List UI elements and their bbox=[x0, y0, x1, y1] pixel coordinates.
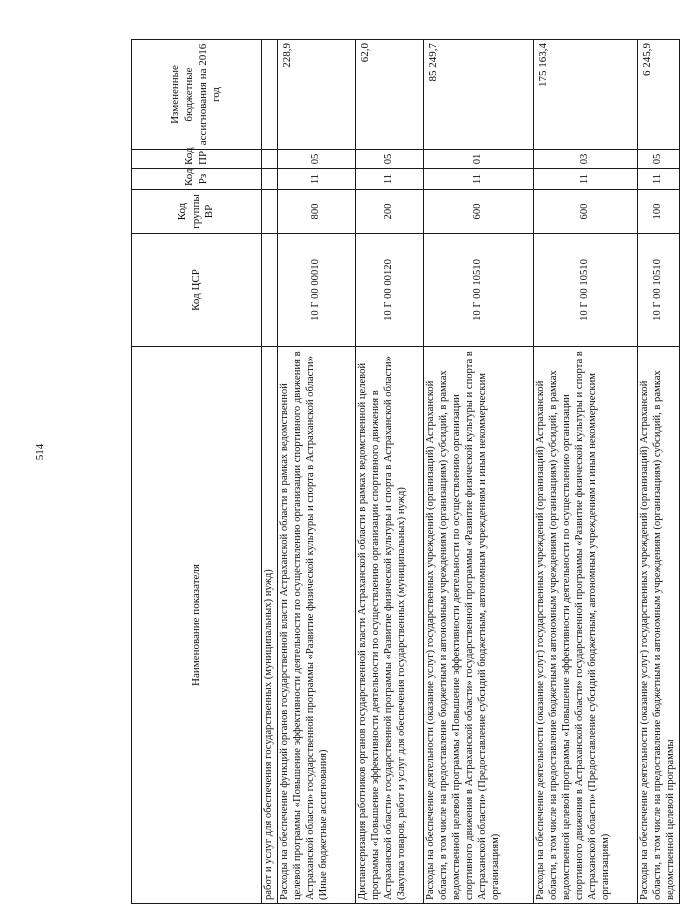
row-pr: 05 bbox=[355, 150, 423, 169]
row-vr bbox=[262, 190, 278, 234]
row-amount: 85 249,7 bbox=[423, 40, 533, 150]
row-pr: 05 bbox=[277, 150, 355, 169]
row-amount: 62,0 bbox=[355, 40, 423, 150]
row-amount: 175 163,4 bbox=[533, 40, 637, 150]
row-csr: 10 Г 00 10510 bbox=[533, 234, 637, 347]
budget-table bbox=[131, 39, 680, 904]
row-amount: 228,9 bbox=[277, 40, 355, 150]
row-name: Расходы на обеспечение деятельности (оказание услуг) государственных учреждений (организаций) Астраханской области, в том числе на предоставление бюджетным и автономным учреждениям (организациям) субсидий, в рамках ведомственной целевой программы «Повышение эффективности деятельности по осуществлению организации спортивного движения в Астраханской области» государственной программы «Развитие физической культуры и спорта в Астраханской области» (Предоставление субсидий бюджетным, автономным учреждениям и иным некоммерческим организациям) bbox=[423, 347, 533, 904]
row-rz: 11 bbox=[637, 169, 679, 190]
row-rz: 11 bbox=[277, 169, 355, 190]
table-row bbox=[533, 40, 637, 904]
row-pr: 01 bbox=[423, 150, 533, 169]
header-csr: Код ЦСР bbox=[132, 234, 262, 347]
row-pr: 03 bbox=[533, 150, 637, 169]
row-csr: 10 Г 00 00010 bbox=[277, 234, 355, 347]
table-row bbox=[637, 40, 679, 904]
header-row bbox=[132, 40, 262, 904]
row-name: Диспансеризация работников органов государственной власти Астраханской области в рамках ведомственной целевой программы «Повышение эффективности деятельности по осуществлению организации спортивного движения в Астраханской области» государственной программы «Развитие физической культуры и спорта в Астраханской области» (Закупка товаров, работ и услуг для обеспечения государственных (муниципальных) нужд) bbox=[355, 347, 423, 904]
row-name: Расходы на обеспечение функций органов государственной власти Астраханской области в рамках ведомственной целевой программы «Повышение эффективности деятельности по осуществлению организации спортивного движения в Астраханской области» государственной программы «Развитие физической культуры и спорта в Астраханской области» (Иные бюджетные ассигнования) bbox=[277, 347, 355, 904]
table-row bbox=[423, 40, 533, 904]
rotated-table-container bbox=[131, 40, 676, 904]
header-amount: Измененные бюджетные ассигнования на 2016 год bbox=[132, 40, 262, 150]
row-rz: 11 bbox=[423, 169, 533, 190]
row-csr: 10 Г 00 10510 bbox=[637, 234, 679, 347]
row-pr: 05 bbox=[637, 150, 679, 169]
header-pr: Код ПР bbox=[132, 150, 262, 169]
row-rz: 11 bbox=[355, 169, 423, 190]
row-name: Расходы на обеспечение деятельности (оказание услуг) государственных учреждений (организаций) Астраханской области, в том числе на предоставление бюджетным и автономным учреждениям (организациям) субсидий, в рамках ведомственной целевой программы bbox=[637, 347, 679, 904]
header-vr: Код группы ВР bbox=[132, 190, 262, 234]
header-name: Наименование показателя bbox=[132, 347, 262, 904]
row-name: работ и услуг для обеспечения государственных (муниципальных) нужд) bbox=[262, 347, 278, 904]
row-amount: 6 245,9 bbox=[637, 40, 679, 150]
row-name: Расходы на обеспечение деятельности (оказание услуг) государственных учреждений (организаций) Астраханской области, в том числе на предоставление бюджетным и автономным учреждениям (организациям) субсидий, в рамках ведомственной целевой программы «Повышение эффективности деятельности по осуществлению организации спортивного движения в Астраханской области» государственной программы «Развитие физической культуры и спорта в Астраханской области» (Предоставление субсидий бюджетным, автономным учреждениям и иным некоммерческим организациям) bbox=[533, 347, 637, 904]
row-amount bbox=[262, 40, 278, 150]
row-pr bbox=[262, 150, 278, 169]
row-vr: 100 bbox=[637, 190, 679, 234]
row-rz bbox=[262, 169, 278, 190]
table-row bbox=[355, 40, 423, 904]
header-rz: Код Рз bbox=[132, 169, 262, 190]
table-row bbox=[262, 40, 278, 904]
row-csr: 10 Г 00 10510 bbox=[423, 234, 533, 347]
row-csr bbox=[262, 234, 278, 347]
row-vr: 600 bbox=[423, 190, 533, 234]
page-number: 514 bbox=[34, 443, 46, 461]
row-vr: 800 bbox=[277, 190, 355, 234]
row-vr: 600 bbox=[533, 190, 637, 234]
row-vr: 200 bbox=[355, 190, 423, 234]
row-rz: 11 bbox=[533, 169, 637, 190]
row-csr: 10 Г 00 00120 bbox=[355, 234, 423, 347]
table-row bbox=[277, 40, 355, 904]
